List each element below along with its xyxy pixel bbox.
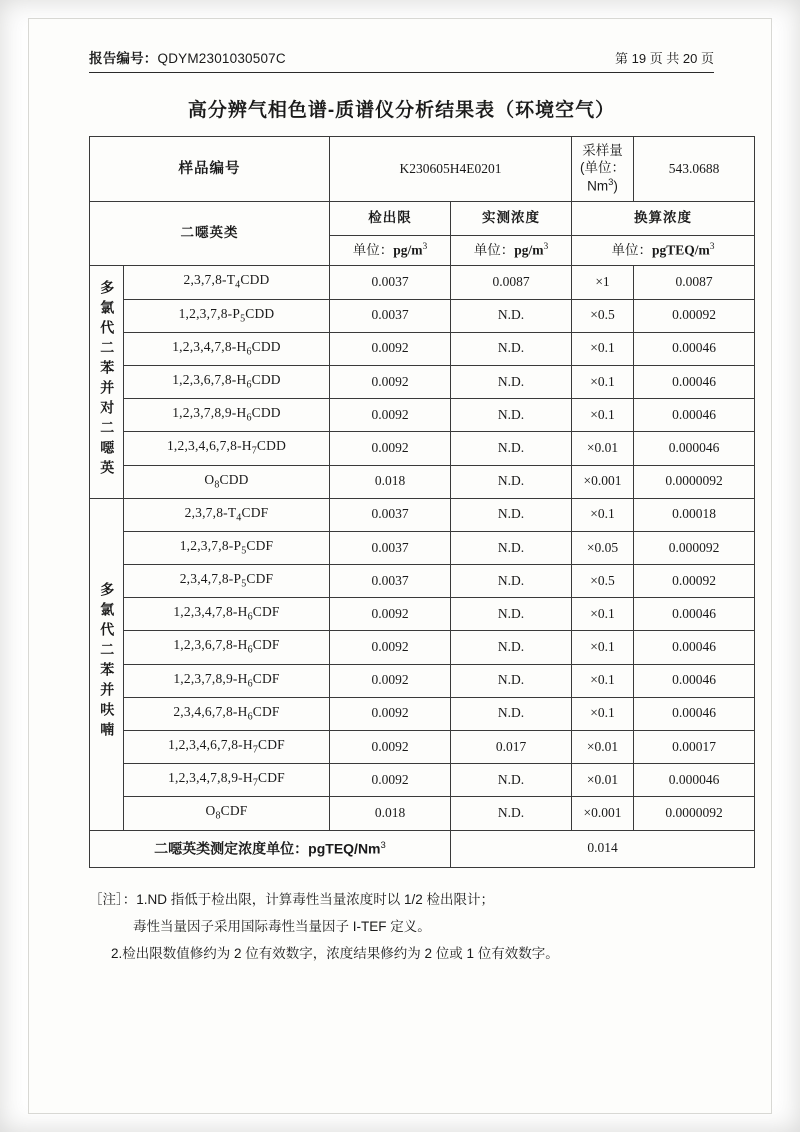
total-value: 0.014	[451, 830, 755, 867]
compound-name-sub: 6	[247, 678, 253, 690]
converted-concentration: 0.0000092	[634, 797, 755, 830]
measured-concentration: N.D.	[451, 598, 572, 631]
note-line-3: 2.检出限数值修约为 2 位有效数字，浓度结果修约为 2 位或 1 位有效数字。	[111, 945, 559, 961]
compound-name-suffix: CDF	[241, 504, 269, 520]
measured-concentration: N.D.	[451, 299, 572, 332]
detection-limit: 0.0092	[330, 332, 451, 365]
converted-concentration: 0.000092	[634, 531, 755, 564]
compound-name-sub: 6	[246, 412, 252, 424]
unit-detection-limit	[330, 236, 451, 266]
compound-name-main: 2,3,4,7,8-P	[179, 571, 242, 587]
page-content	[89, 47, 723, 967]
unit-measured-value: pg/m	[514, 242, 544, 258]
compound-name-main: 1,2,3,6,7,8-H	[173, 637, 248, 653]
compound-name	[124, 797, 330, 830]
tef-factor: ×0.1	[572, 664, 634, 697]
compound-name	[124, 598, 330, 631]
unit-detection-value: pg/m	[393, 242, 423, 258]
unit-measured	[451, 236, 572, 266]
table-row	[90, 531, 755, 564]
table-row	[90, 299, 755, 332]
compound-name-suffix: CDF	[252, 604, 280, 620]
compound-name-sub: 8	[215, 811, 221, 823]
analysis-results-table	[89, 136, 755, 868]
compound-name-suffix: CDD	[245, 305, 275, 321]
table-row	[90, 399, 755, 432]
compound-name-sub: 7	[252, 744, 259, 756]
table-row	[90, 565, 755, 598]
tef-factor: ×0.1	[572, 399, 634, 432]
tef-factor: ×0.5	[572, 565, 634, 598]
compound-name-main: 2,3,7,8-T	[183, 272, 236, 288]
scanned-sheet	[28, 18, 772, 1114]
compound-name-sub: 6	[247, 645, 253, 657]
tef-factor: ×0.01	[572, 432, 634, 465]
table-row	[90, 365, 755, 398]
page-indicator: 第 19 页 共 20 页	[615, 51, 714, 66]
converted-concentration: 0.00046	[634, 664, 755, 697]
page-header	[89, 47, 714, 73]
detection-limit: 0.0092	[330, 598, 451, 631]
compound-name-suffix: CDD	[251, 338, 281, 354]
compound-name	[124, 266, 330, 299]
tef-factor: ×0.1	[572, 498, 634, 531]
converted-concentration: 0.00046	[634, 332, 755, 365]
compound-name-sub: 5	[241, 578, 247, 590]
sample-no-label: 样品编号	[90, 137, 330, 202]
compound-name	[124, 664, 330, 697]
col-header-detection-limit: 检出限	[330, 202, 451, 236]
measured-concentration: N.D.	[451, 565, 572, 598]
detection-limit: 0.018	[330, 797, 451, 830]
compound-name-main: 1,2,3,7,8,9-H	[173, 670, 248, 686]
detection-limit: 0.018	[330, 465, 451, 498]
unit-measured-sup: 3	[543, 242, 549, 252]
compound-name-main: 1,2,3,4,7,8-H	[172, 338, 247, 354]
measured-concentration: 0.0087	[451, 266, 572, 299]
table-row	[90, 598, 755, 631]
measured-concentration: N.D.	[451, 531, 572, 564]
compound-name-sub: 8	[214, 479, 220, 491]
compound-name-suffix: CDD	[219, 471, 249, 487]
group-label-cdd	[90, 266, 124, 498]
converted-concentration: 0.00092	[634, 299, 755, 332]
tef-factor: ×0.1	[572, 631, 634, 664]
tef-factor: ×0.01	[572, 764, 634, 797]
converted-concentration: 0.000046	[634, 764, 755, 797]
table-row	[90, 498, 755, 531]
detection-limit: 0.0092	[330, 399, 451, 432]
measured-concentration: N.D.	[451, 332, 572, 365]
tef-factor: ×0.1	[572, 332, 634, 365]
unit-detection-prefix: 单位：	[352, 242, 394, 258]
sampling-volume-label-sup: 3	[608, 176, 614, 188]
unit-measured-prefix: 单位：	[473, 242, 515, 258]
compound-name-main: 1,2,3,4,6,7,8-H	[166, 438, 252, 454]
detection-limit: 0.0037	[330, 266, 451, 299]
table-row	[90, 731, 755, 764]
compound-name-main: 1,2,3,7,8-P	[178, 305, 241, 321]
compound-name-suffix: CDF	[252, 637, 280, 653]
detection-limit: 0.0037	[330, 565, 451, 598]
compound-name	[124, 299, 330, 332]
table-row-sample-info	[90, 137, 755, 202]
table-header-row-1	[90, 202, 755, 236]
tef-factor: ×0.1	[572, 598, 634, 631]
report-number	[89, 47, 286, 67]
compound-name	[124, 465, 330, 498]
compound-name-suffix: CDD	[256, 438, 287, 454]
compound-name-main: 1,2,3,7,8-P	[179, 537, 242, 553]
measured-concentration: N.D.	[451, 432, 572, 465]
detection-limit: 0.0037	[330, 498, 451, 531]
table-row	[90, 332, 755, 365]
converted-concentration: 0.00046	[634, 399, 755, 432]
compound-name-sub: 5	[241, 545, 247, 557]
compound-name-main: 1,2,3,4,7,8,9-H	[168, 770, 253, 786]
measured-concentration: N.D.	[451, 631, 572, 664]
tef-factor: ×0.1	[572, 365, 634, 398]
category-header: 二噁英类	[90, 202, 330, 266]
converted-concentration: 0.00092	[634, 565, 755, 598]
detection-limit: 0.0092	[330, 664, 451, 697]
compound-name-suffix: CDF	[258, 770, 285, 786]
measured-concentration: 0.017	[451, 731, 572, 764]
measured-concentration: N.D.	[451, 797, 572, 830]
compound-name-main: 1,2,3,7,8,9-H	[172, 405, 247, 421]
converted-concentration: 0.00046	[634, 697, 755, 730]
compound-name-main: 2,3,7,8-T	[184, 504, 237, 520]
unit-converted-prefix: 单位：	[611, 242, 652, 258]
compound-name	[124, 565, 330, 598]
total-label	[90, 830, 451, 867]
compound-name-main: 1,2,3,6,7,8-H	[172, 371, 247, 387]
unit-converted	[572, 236, 755, 266]
sampling-volume-value: 543.0688	[634, 137, 755, 202]
compound-name	[124, 531, 330, 564]
compound-name-sub: 6	[247, 711, 253, 723]
table-row-total	[90, 830, 755, 867]
converted-concentration: 0.000046	[634, 432, 755, 465]
compound-name-suffix: CDF	[220, 803, 248, 819]
compound-name-suffix: CDF	[252, 703, 280, 719]
compound-name-sub: 4	[236, 512, 242, 524]
note-line-1: ［注］：1.ND 指低于检出限，计算毒性当量浓度时以 1/2 检出限计；	[89, 891, 495, 907]
total-label-sup: 3	[380, 839, 386, 851]
sampling-volume-label-end: )	[613, 178, 618, 194]
compound-name-suffix: CDF	[258, 737, 285, 752]
compound-name	[124, 432, 330, 465]
detection-limit: 0.0092	[330, 697, 451, 730]
converted-concentration: 0.00046	[634, 365, 755, 398]
table-row	[90, 797, 755, 830]
compound-name-sub: 7	[251, 446, 257, 457]
compound-name	[124, 365, 330, 398]
compound-name-main: 1,2,3,4,7,8-H	[173, 604, 248, 620]
table-row	[90, 697, 755, 730]
detection-limit: 0.0092	[330, 731, 451, 764]
col-header-measured: 实测浓度	[451, 202, 572, 236]
compound-name-suffix: CDD	[251, 371, 281, 387]
compound-name-sub: 6	[246, 379, 252, 391]
table-row	[90, 764, 755, 797]
measured-concentration: N.D.	[451, 465, 572, 498]
notes-block	[89, 886, 714, 967]
tef-factor: ×0.05	[572, 531, 634, 564]
group-label-cdf-text: 多氯代二苯并呋喃	[99, 581, 116, 742]
compound-name-sub: 6	[246, 346, 252, 358]
tef-factor: ×0.5	[572, 299, 634, 332]
compound-name	[124, 631, 330, 664]
table-row	[90, 432, 755, 465]
tef-factor: ×0.001	[572, 797, 634, 830]
compound-name-main: O	[205, 803, 216, 819]
col-header-converted: 换算浓度	[572, 202, 755, 236]
converted-concentration: 0.00046	[634, 631, 755, 664]
compound-name-suffix: CDD	[251, 405, 281, 421]
compound-name	[124, 332, 330, 365]
compound-name-sub: 4	[235, 280, 241, 292]
compound-name-suffix: CDF	[246, 537, 274, 553]
group-label-cdf	[90, 498, 124, 830]
total-label-unit: pgTEQ/Nm	[308, 840, 381, 857]
compound-name	[124, 731, 330, 764]
measured-concentration: N.D.	[451, 498, 572, 531]
compound-name	[124, 764, 330, 797]
group-label-cdd-text: 多氯代二苯并对二噁英	[99, 279, 116, 480]
tef-factor: ×1	[572, 266, 634, 299]
tef-factor: ×0.1	[572, 697, 634, 730]
measured-concentration: N.D.	[451, 399, 572, 432]
converted-concentration: 0.00017	[634, 731, 755, 764]
report-number-value: QDYM2301030507C	[157, 51, 286, 66]
measured-concentration: N.D.	[451, 664, 572, 697]
note-line-2: 毒性当量因子采用国际毒性当量因子 I-TEF 定义。	[133, 918, 431, 934]
compound-name-sub: 7	[252, 777, 259, 789]
measured-concentration: N.D.	[451, 697, 572, 730]
unit-converted-value: pgTEQ/m	[651, 242, 710, 258]
compound-name	[124, 697, 330, 730]
compound-name-suffix: CDD	[240, 272, 270, 288]
detection-limit: 0.0037	[330, 299, 451, 332]
table-row	[90, 664, 755, 697]
unit-converted-sup: 3	[709, 242, 715, 252]
compound-name-main: O	[204, 471, 215, 487]
total-label-prefix: 二噁英类测定浓度单位：	[154, 840, 309, 857]
compound-name-suffix: CDF	[246, 571, 274, 587]
compound-name	[124, 399, 330, 432]
compound-name-main: 1,2,3,4,6,7,8-H	[168, 737, 253, 752]
sampling-volume-label-text: 采样量(单位：Nm	[580, 143, 625, 194]
table-row	[90, 465, 755, 498]
converted-concentration: 0.0000092	[634, 465, 755, 498]
report-number-label: 报告编号：	[89, 51, 158, 66]
tef-factor: ×0.001	[572, 465, 634, 498]
page-title: 高分辨气相色谱-质谱仪分析结果表（环境空气）	[187, 100, 616, 121]
sampling-volume-label	[572, 137, 634, 202]
tef-factor: ×0.01	[572, 731, 634, 764]
compound-name-suffix: CDF	[252, 670, 280, 686]
detection-limit: 0.0092	[330, 365, 451, 398]
converted-concentration: 0.0087	[634, 266, 755, 299]
detection-limit: 0.0092	[330, 432, 451, 465]
converted-concentration: 0.00046	[634, 598, 755, 631]
sample-no-value: K230605H4E0201	[330, 137, 572, 202]
unit-detection-sup: 3	[422, 242, 428, 252]
detection-limit: 0.0092	[330, 631, 451, 664]
compound-name	[124, 498, 330, 531]
compound-name-main: 2,3,4,6,7,8-H	[173, 703, 248, 719]
compound-name-sub: 5	[240, 313, 246, 325]
table-row	[90, 631, 755, 664]
detection-limit: 0.0092	[330, 764, 451, 797]
table-row	[90, 266, 755, 299]
compound-name-sub: 6	[247, 611, 253, 623]
converted-concentration: 0.00018	[634, 498, 755, 531]
detection-limit: 0.0037	[330, 531, 451, 564]
measured-concentration: N.D.	[451, 365, 572, 398]
measured-concentration: N.D.	[451, 764, 572, 797]
